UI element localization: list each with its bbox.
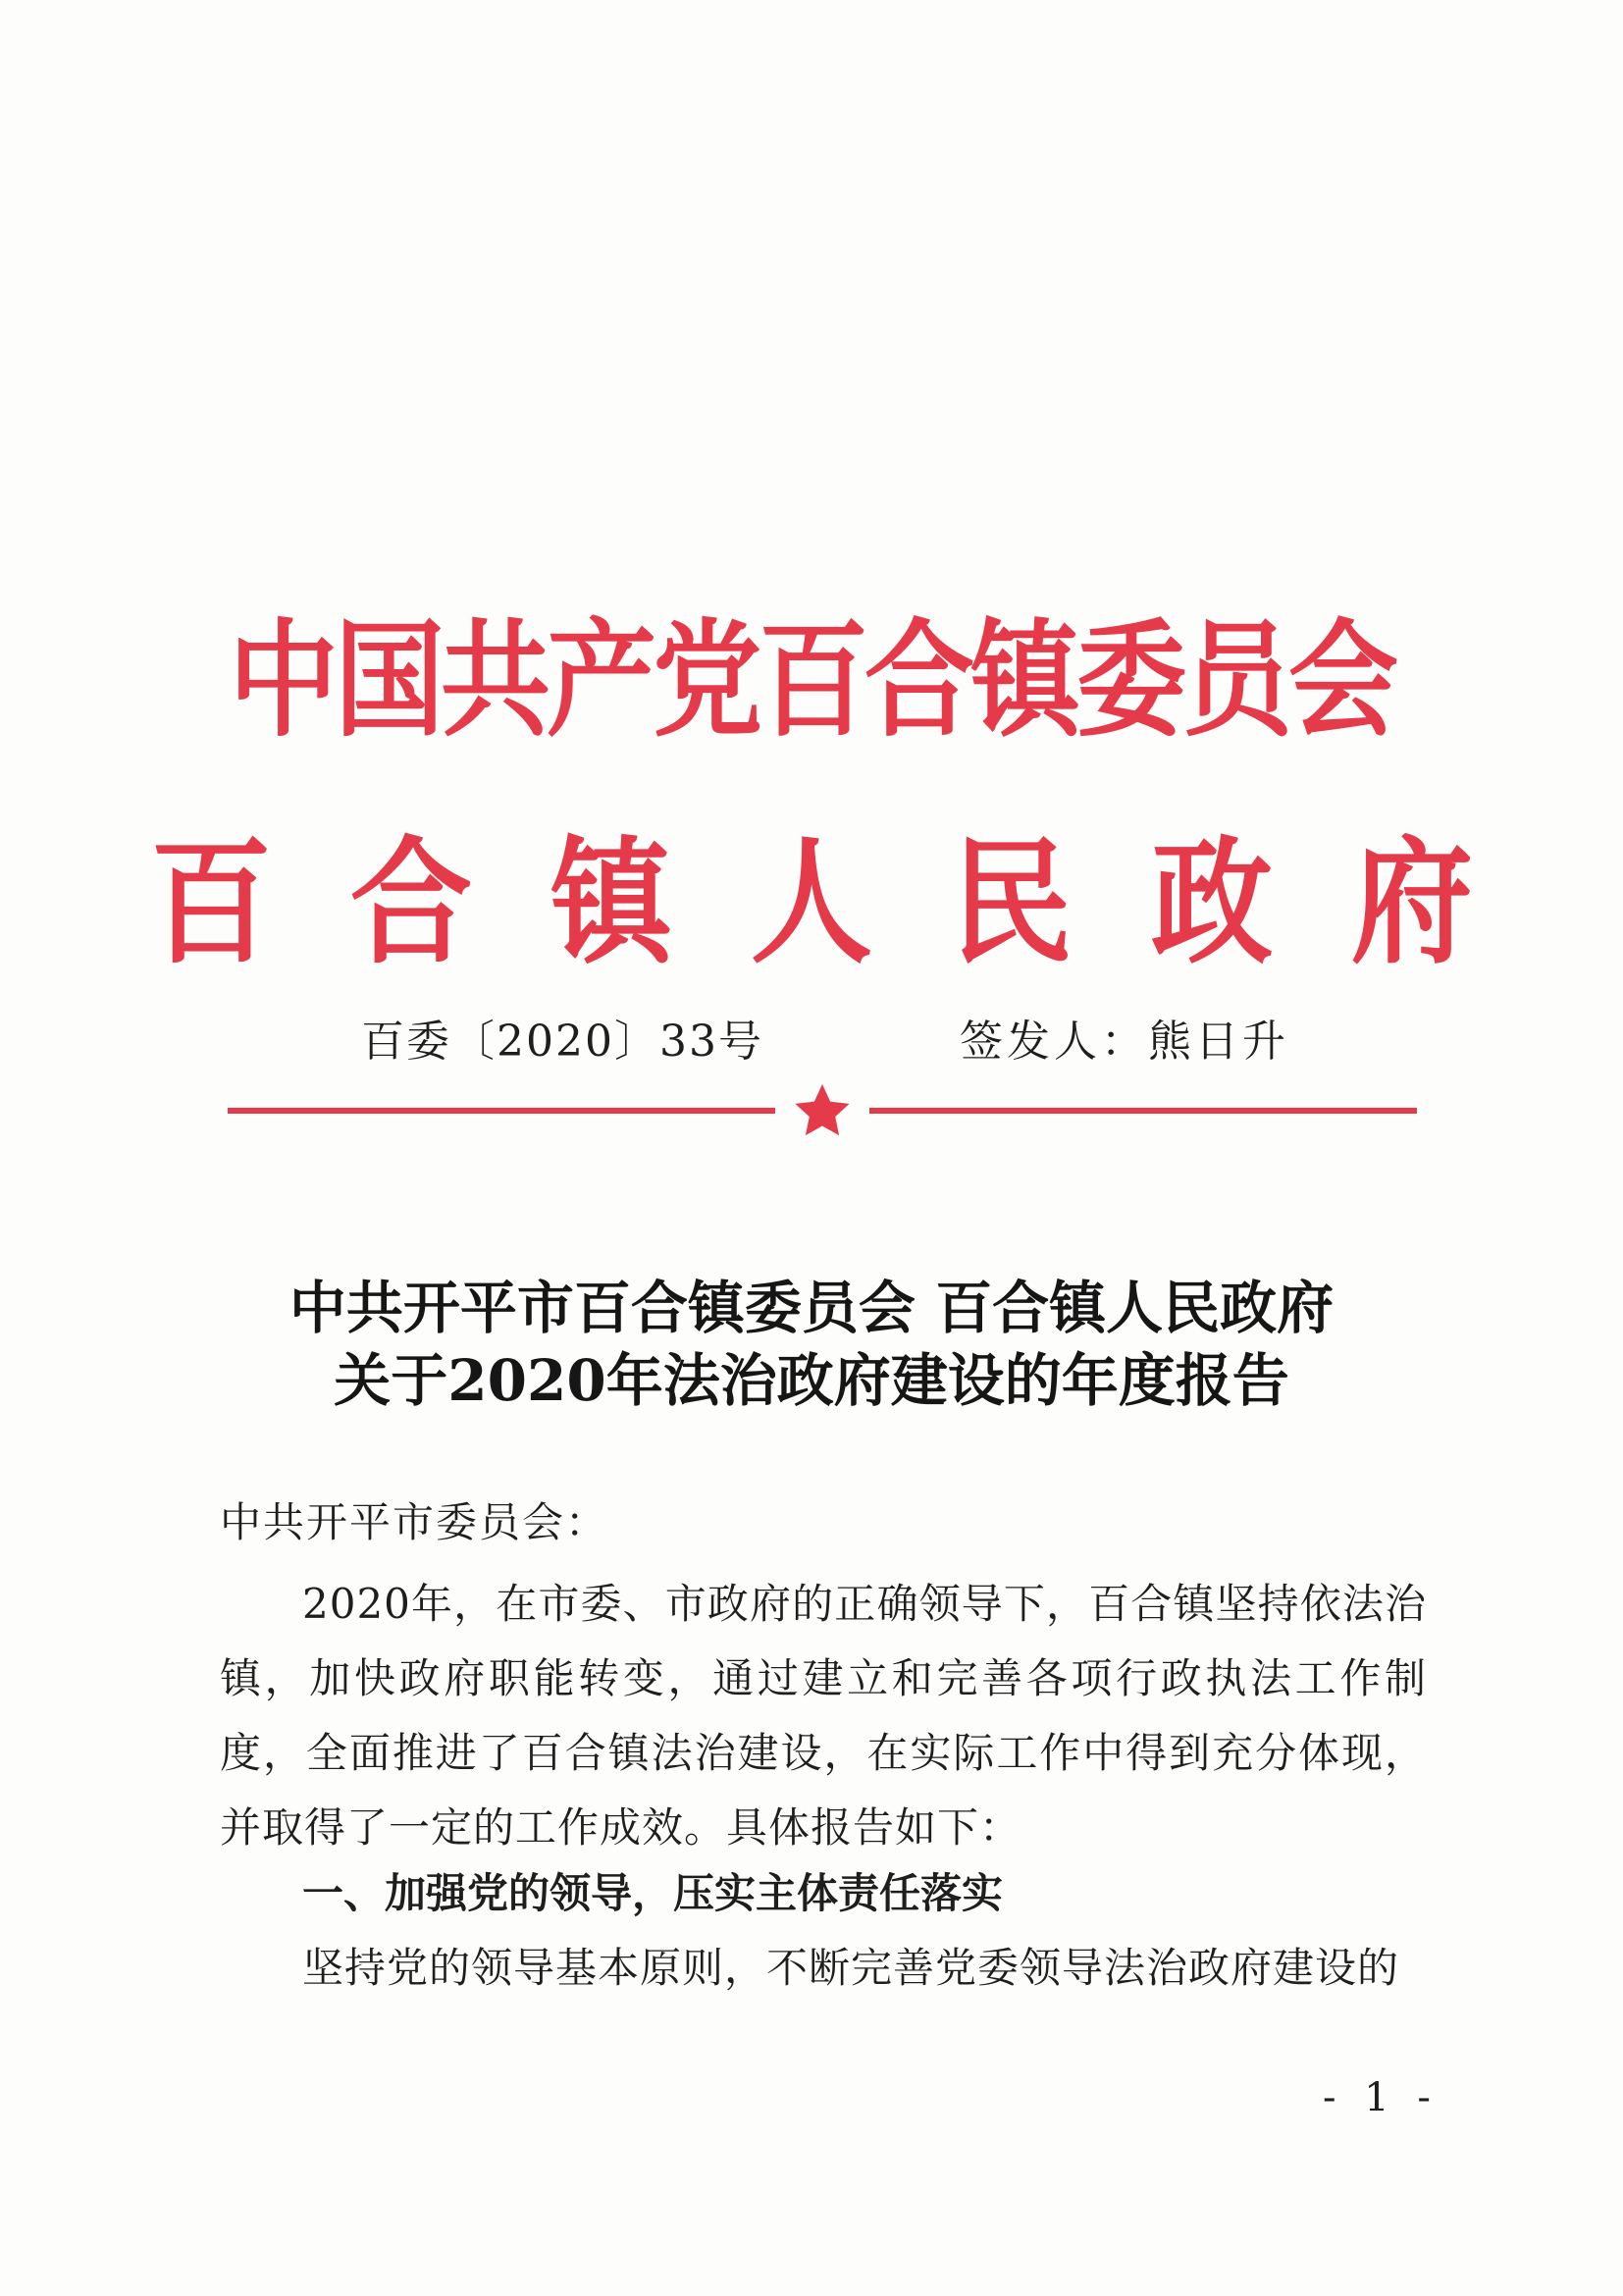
red-separator-line [228,1083,1417,1142]
body-text [220,1567,1427,1865]
signer: 签发人：熊日升 [960,1017,1289,1067]
section-heading-1: 一、加强党的领导，压实主体责任落实 [302,1869,1004,1917]
paragraph-section1: 坚持党的领导基本原则，不断完善党委领导法治政府建设的 [302,1944,1400,1992]
issuer-line-government: 百合镇人民政府 [149,823,1551,983]
paragraph-intro: 2020年，在市委、市政府的正确领导下，百合镇坚持依法治镇，加快政府职能转变，通过建立和完善各项行政执法工作制度，全面推进了百合镇法治建设，在实际工作中得到充分体现，并取得了一定的工作成效。具体报告如下： [220,1580,1427,1852]
red-line-right [869,1108,1417,1114]
report-title-line2: 关于2020年法治政府建设的年度报告 [334,1347,1289,1414]
issuer-line-party-committee: 中国共产党百合镇委员会 [229,606,1394,755]
page-number: - 1 - [1323,2075,1439,2120]
report-title-line1: 中共开平市百合镇委员会 百合镇人民政府 [288,1275,1335,1341]
salutation: 中共开平市委员会： [220,1498,609,1546]
document-number: 百委〔2020〕33号 [361,1017,763,1067]
red-line-left [228,1108,775,1114]
red-star-icon [795,1084,849,1135]
